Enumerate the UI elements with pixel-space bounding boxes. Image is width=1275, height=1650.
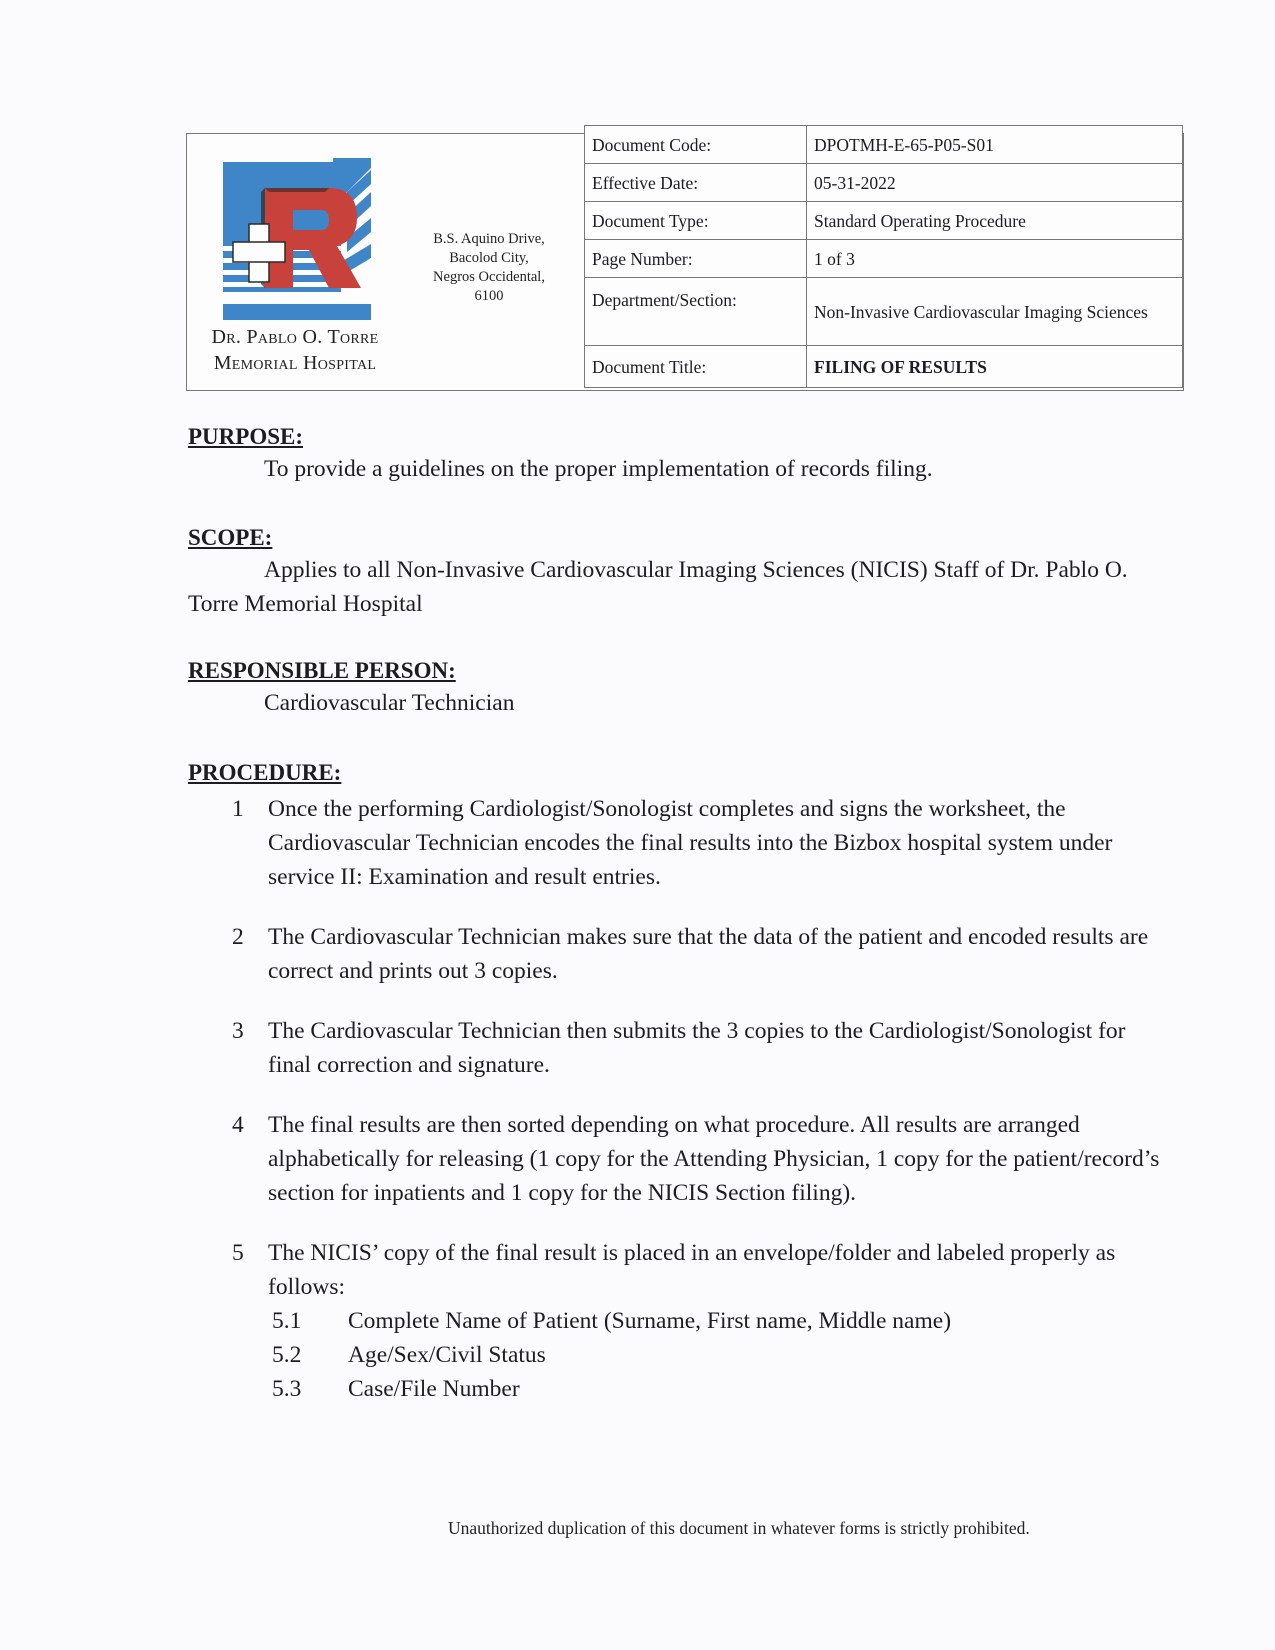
- value-document-type: Standard Operating Procedure: [807, 202, 1183, 240]
- label-document-type: Document Type:: [585, 202, 807, 240]
- hospital-name: [195, 324, 395, 376]
- label-department: Department/Section:: [585, 278, 807, 346]
- step-number: 2: [232, 924, 244, 950]
- responsible-text: Cardiovascular Technician: [264, 690, 515, 716]
- substep-number: 5.3: [272, 1376, 302, 1402]
- procedure-substep: [232, 1338, 1172, 1372]
- scope-text: Applies to all Non-Invasive Cardiovascular Imaging Sciences (NICIS) Staff of Dr. Pablo O. Torre Memorial Hospital: [188, 557, 1128, 617]
- procedure-steps: [232, 792, 1172, 1406]
- address-line-4: 6100: [474, 288, 504, 304]
- label-document-title: Document Title:: [585, 346, 807, 388]
- info-row-document-code: [585, 126, 1183, 164]
- value-document-code: DPOTMH-E-65-P05-S01: [807, 126, 1183, 164]
- substep-number: 5.2: [272, 1342, 302, 1368]
- info-row-effective-date: [585, 164, 1183, 202]
- value-page-number: 1 of 3: [807, 240, 1183, 278]
- step-number: 1: [232, 796, 244, 822]
- hospital-logo-icon: [221, 158, 381, 326]
- procedure-step: [232, 1236, 1172, 1304]
- responsible-section: [188, 658, 1168, 720]
- step-number: 4: [232, 1112, 244, 1138]
- step-text: The final results are then sorted depending on what procedure. All results are arranged alphabetically for releasing (1 copy for the Attending Physician, 1 copy for the patient/record’s section for inpatients and 1 copy for the NICIS Section filing).: [268, 1112, 1160, 1206]
- procedure-heading: PROCEDURE:: [188, 760, 342, 785]
- step-text: The NICIS’ copy of the final result is placed in an envelope/folder and labeled properly as follows:: [268, 1240, 1116, 1300]
- hospital-address: [409, 230, 569, 306]
- substep-text: Age/Sex/Civil Status: [348, 1342, 546, 1368]
- document-header: [186, 133, 1184, 391]
- address-line-3: Negros Occidental,: [433, 269, 545, 285]
- step-number: 5: [232, 1240, 244, 1266]
- responsible-heading: RESPONSIBLE PERSON:: [188, 658, 456, 683]
- purpose-heading: PURPOSE:: [188, 424, 303, 449]
- value-document-title: FILING OF RESULTS: [807, 346, 1183, 388]
- label-document-code: Document Code:: [585, 126, 807, 164]
- info-row-page-number: [585, 240, 1183, 278]
- scope-heading: SCOPE:: [188, 525, 273, 550]
- substep-number: 5.1: [272, 1308, 302, 1334]
- footer-notice: Unauthorized duplication of this document in whatever forms is strictly prohibited.: [448, 1518, 1030, 1538]
- procedure-step: [232, 1108, 1172, 1210]
- procedure-substep: [232, 1372, 1172, 1406]
- value-effective-date: 05-31-2022: [807, 164, 1183, 202]
- label-page-number: Page Number:: [585, 240, 807, 278]
- address-line-1: B.S. Aquino Drive,: [433, 231, 545, 247]
- value-department: Non-Invasive Cardiovascular Imaging Sciences: [807, 278, 1183, 346]
- label-effective-date: Effective Date:: [585, 164, 807, 202]
- purpose-section: [188, 424, 1168, 486]
- step-text: Once the performing Cardiologist/Sonologist completes and signs the worksheet, the Cardiovascular Technician encodes the final results into the Bizbox hospital system under service II: Examination and result entries.: [268, 796, 1113, 890]
- step-text: The Cardiovascular Technician makes sure that the data of the patient and encoded results are correct and prints out 3 copies.: [268, 924, 1149, 984]
- procedure-step: [232, 1014, 1172, 1082]
- substep-text: Complete Name of Patient (Surname, First name, Middle name): [348, 1308, 952, 1334]
- info-row-document-type: [585, 202, 1183, 240]
- procedure-section: [188, 760, 1168, 786]
- procedure-step: [232, 792, 1172, 894]
- logo-area: [187, 134, 585, 390]
- hospital-name-line-1: Dr. Pablo O. Torre: [211, 326, 379, 348]
- procedure-substep: [232, 1304, 1172, 1338]
- info-row-department: [585, 278, 1183, 346]
- purpose-text: To provide a guidelines on the proper implementation of records filing.: [264, 456, 933, 482]
- scope-section: [188, 525, 1168, 621]
- address-line-2: Bacolod City,: [449, 250, 529, 266]
- document-info-table: [584, 125, 1183, 388]
- substep-text: Case/File Number: [348, 1376, 520, 1402]
- step-text: The Cardiovascular Technician then submits the 3 copies to the Cardiologist/Sonologist for final correction and signature.: [268, 1018, 1126, 1078]
- procedure-step: [232, 920, 1172, 988]
- info-row-document-title: [585, 346, 1183, 388]
- hospital-name-line-2: Memorial Hospital: [213, 352, 377, 374]
- step-number: 3: [232, 1018, 244, 1044]
